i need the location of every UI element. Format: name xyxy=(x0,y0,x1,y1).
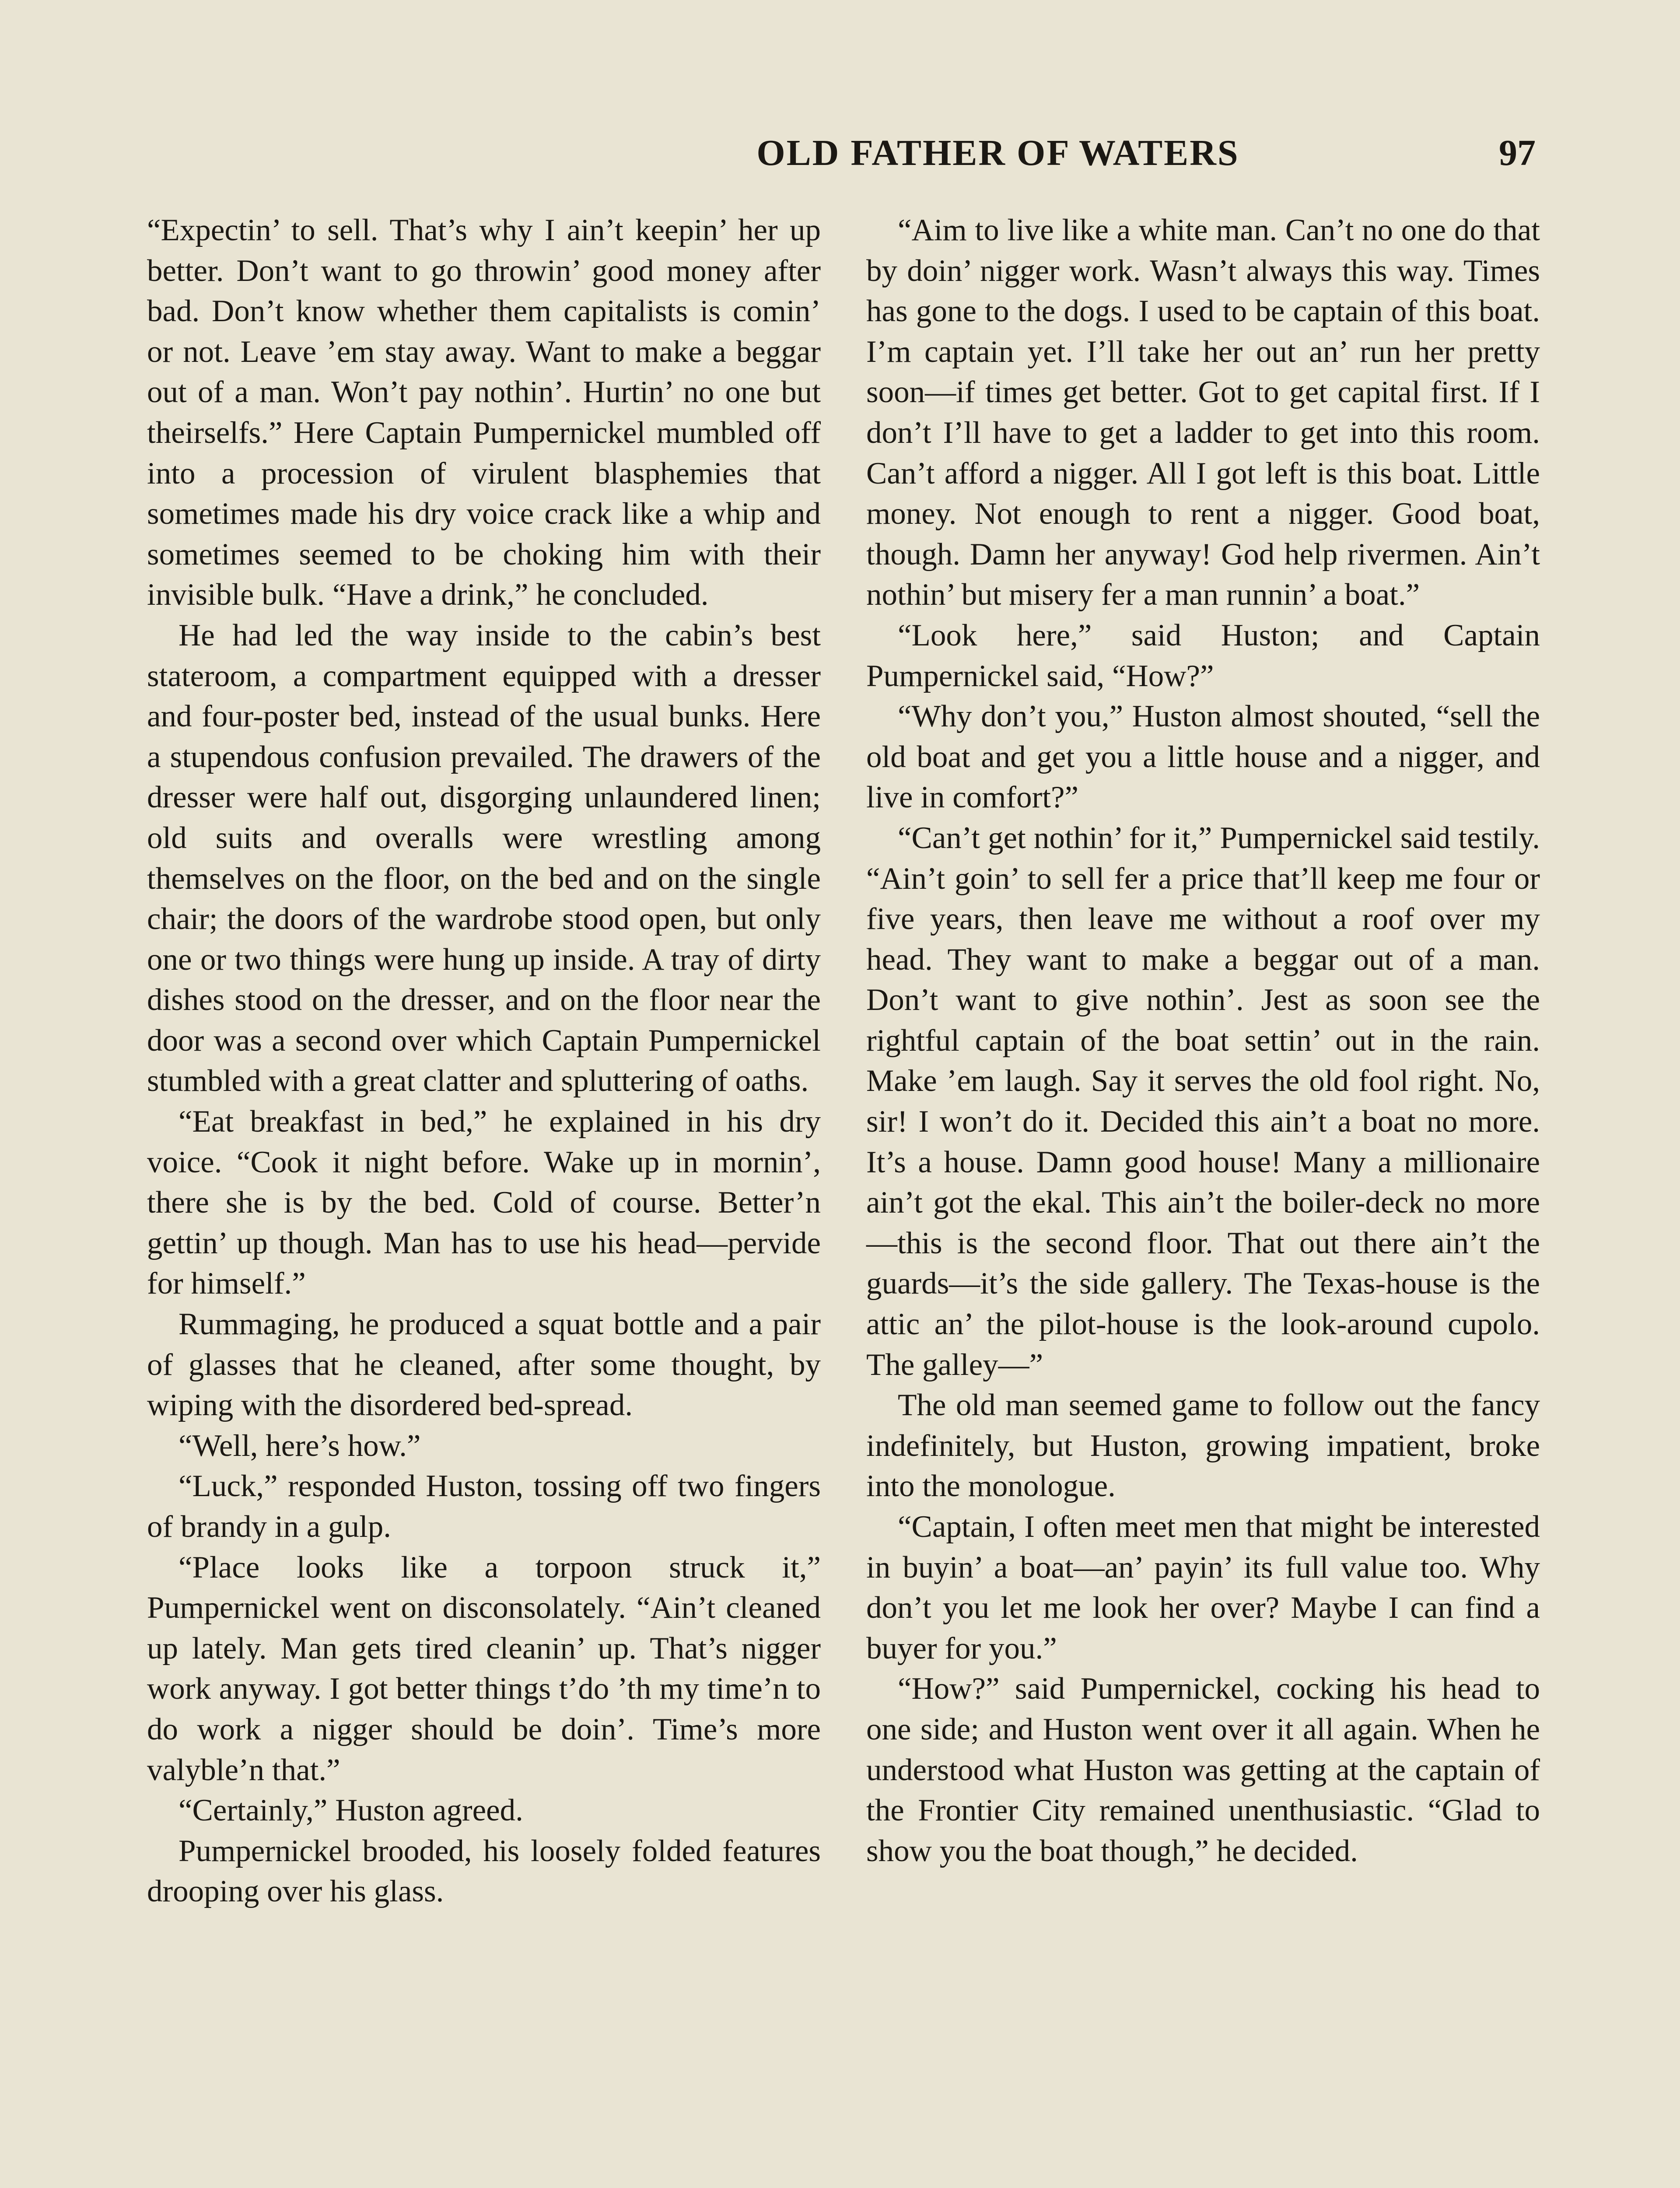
right-column xyxy=(866,210,1540,1871)
paragraph: “Can’t get nothin’ for it,” Pumpernickel said testily. “Ain’t goin’ to sell fer a price that’ll keep me four or five years, then leave me without a roof over my head. They want to make a beggar out of a man. Don’t want to give nothin’. Jest as soon see the rightful captain of the boat settin’ out in the rain. Make ’em laugh. Say it serves the old fool right. No, sir! I won’t do it. Decided this ain’t a boat no more. It’s a house. Damn good house! Many a millionaire ain’t got the ekal. This ain’t the boiler-deck no more—this is the second floor. That out there ain’t the guards—it’s the side gallery. The Texas-house is the attic an’ the pilot-house is the look-around cupolo. The galley—” xyxy=(866,820,1540,1382)
paragraph: “Why don’t you,” Huston almost shouted, “sell the old boat and get you a little house and a nigger, and live in comfort?” xyxy=(866,699,1540,815)
running-title: OLD FATHER OF WATERS xyxy=(756,133,1239,173)
paragraph: “Eat breakfast in bed,” he explained in his dry voice. “Cook it night before. Wake up in mornin’, there she is by the bed. Cold of course. Better’n gettin’ up though. Man has to use his head—pervide for himself.” xyxy=(147,1105,821,1301)
paragraph: The old man seemed game to follow out the fancy indefinitely, but Huston, growing impatient, broke into the monologue. xyxy=(866,1388,1540,1504)
paragraph: “Aim to live like a white man. Can’t no one do that by doin’ nigger work. Wasn’t always this way. Times has gone to the dogs. I used to be captain of this boat. I’m captain yet. I’ll take her out an’ run her pretty soon—if times get better. Got to get capital first. If I don’t I’ll have to get a ladder to get into this room. Can’t afford a nigger. All I got left is this boat. Little money. Not enough to rent a nigger. Good boat, though. Damn her anyway! God help rivermen. Ain’t nothin’ but misery fer a man runnin’ a boat.” xyxy=(866,213,1540,612)
paragraph: “How?” said Pumpernickel, cocking his head to one side; and Huston went over it all again. When he understood what Huston was getting at the captain of the Frontier City remained unenthusiastic. “Glad to show you the boat though,” he decided. xyxy=(866,1672,1540,1868)
page-number: 97 xyxy=(1499,133,1536,173)
paragraph: “Certainly,” Huston agreed. xyxy=(178,1793,523,1828)
paragraph: “Well, here’s how.” xyxy=(178,1428,421,1463)
paragraph: “Place looks like a torpoon struck it,” Pumpernickel went on disconsolately. “Ain’t cleaned up lately. Man gets tired cleanin’ up. That’s nigger work anyway. I got better things t’do ’th my time’n to do work a nigger should be doin’. Time’s more valyble’n that.” xyxy=(147,1550,821,1787)
paragraph: He had led the way inside to the cabin’s best stateroom, a compartment equipped with a dresser and four-poster bed, instead of the usual bunks. Here a stupendous confusion prevailed. The drawers of the dresser were half out, disgorging unlaundered linen; old suits and overalls were wrestling among themselves on the floor, on the bed and on the single chair; the doors of the wardrobe stood open, but only one or two things were hung up inside. A tray of dirty dishes stood on the dresser, and on the floor near the door was a second over which Captain Pumpernickel stumbled with a great clatter and spluttering of oaths. xyxy=(147,618,821,1098)
paragraph: “Expectin’ to sell. That’s why I ain’t keepin’ her up better. Don’t want to go throwin’ good money after bad. Don’t know whether them capitalists is comin’ or not. Leave ’em stay away. Want to make a beggar out of a man. Won’t pay nothin’. Hurtin’ no one but theirselfs.” Here Captain Pumpernickel mumbled off into a procession of virulent blasphemies that sometimes made his dry voice crack like a whip and sometimes seemed to be choking him with their invisible bulk. “Have a drink,” he concluded. xyxy=(147,213,821,612)
paragraph: “Captain, I often meet men that might be interested in buyin’ a boat—an’ payin’ its full value too. Why don’t you let me look her over? Maybe I can find a buyer for you.” xyxy=(866,1510,1540,1666)
paragraph: “Luck,” responded Huston, tossing off two fingers of brandy in a gulp. xyxy=(147,1469,821,1544)
paragraph: Pumpernickel brooded, his loosely folded features drooping over his glass. xyxy=(147,1834,821,1909)
left-column xyxy=(147,210,821,1912)
paragraph: Rummaging, he produced a squat bottle and a pair of glasses that he cleaned, after some thought, by wiping with the disordered bed-spread. xyxy=(147,1307,821,1423)
paragraph: “Look here,” said Huston; and Captain Pumpernickel said, “How?” xyxy=(866,618,1540,693)
